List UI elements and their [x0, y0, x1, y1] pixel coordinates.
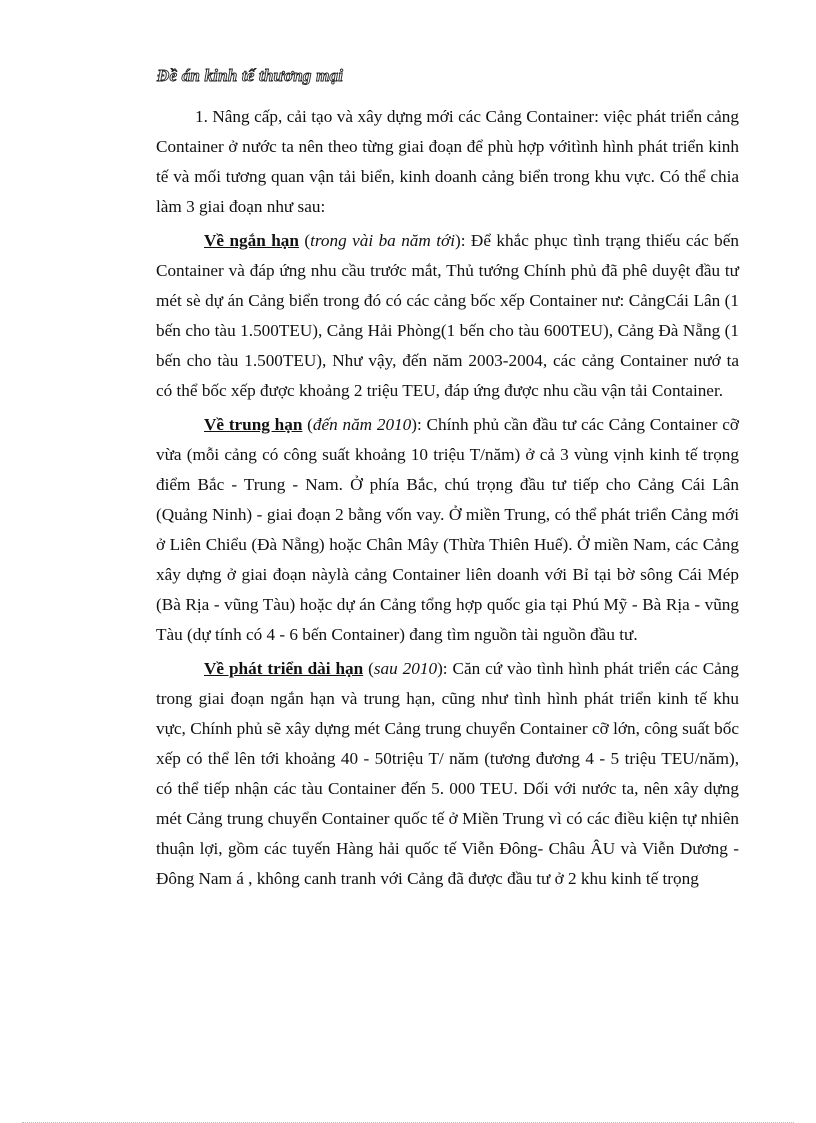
- intro-paragraph: 1. Nâng cấp, cải tạo và xây dựng mới các Cảng Container: việc phát triển cảng Container ở nước ta nên theo từng giai đoạn để phù hợp vớitình hình phát triển kinh tế và mối tương quan vận tải biển, kinh doanh cảng biển trong khu vực. Có thể chia làm 3 giai đoạn như sau:: [156, 107, 739, 216]
- section-note: đến năm 2010: [312, 415, 412, 434]
- section-note: sau 2010: [373, 659, 438, 678]
- section-text: Chính phủ cần đầu tư các Cảng Container cỡ vừa (mỗi cảng có công suất khoảng 10 triệu T/năm) ở cả 3 vùng vịnh kinh tế trọng điểm Bắc - Trung - Nam. Ở phía Bắc, chú trọng đầu tư tiếp cho Cảng Cái Lân (Quảng Ninh) - giai đoạn 2 bằng vốn vay. Ở miền Trung, có thể phát triển Cảng mới ở Liên Chiểu (Đà Nẵng) hoặc Chân Mây (Thừa Thiên Huế). Ở miền Nam, các Cảng xây dựng ở giai đoạn nàylà cảng Container liên doanh với Bỉ tại bờ sông Cái Mép (Bà Rịa - vũng Tàu) hoặc dự án Cảng tổng hợp quốc gia tại Phú Mỹ - Bà Rịa - vũng Tàu (dự tính có 4 - 6 bến Container) đang tìm nguồn tài nguồn đầu tư.: [156, 415, 739, 644]
- section-note: trong vài ba năm tới: [310, 231, 455, 250]
- section-short-term: Về ngắn hạn (trong vài ba năm tới): Để khắc phục tình trạng thiếu các bến Container và đáp ứng nhu cầu trước mắt, Thủ tướng Chính phủ đã phê duyệt đầu tư mét sè dự án Cảng biển trong đó có các cảng bốc xếp Container nư: CảngCái Lân (1 bến cho tàu 1.500TEU), Cảng Hải Phòng(1 bến cho tàu 600TEU), Cảng Đà Nẵng (1 bến cho tàu 1.500TEU), Như vậy, đến năm 2003-2004, các cảng Container nướ ta có thể bốc xếp được khoảng 2 triệu TEU, đáp ứng được nhu cầu vận tải Container.: [156, 231, 739, 400]
- document-body: [156, 102, 739, 898]
- section-term: Về ngắn hạn: [204, 231, 299, 250]
- section-text: Để khắc phục tình trạng thiếu các bến Container và đáp ứng nhu cầu trước mắt, Thủ tướng Chính phủ đã phê duyệt đầu tư mét sè dự án Cảng biển trong đó có các cảng bốc xếp Container nư: CảngCái Lân (1 bến cho tàu 1.500TEU), Cảng Hải Phòng(1 bến cho tàu 600TEU), Cảng Đà Nẵng (1 bến cho tàu 1.500TEU), Như vậy, đến năm 2003-2004, các cảng Container nướ ta có thể bốc xếp được khoảng 2 triệu TEU, đáp ứng được nhu cầu vận tải Container.: [156, 231, 739, 400]
- section-mid-term: Về trung hạn (đến năm 2010): Chính phủ cần đầu tư các Cảng Container cỡ vừa (mỗi cảng có công suất khoảng 10 triệu T/năm) ở cả 3 vùng vịnh kinh tế trọng điểm Bắc - Trung - Nam. Ở phía Bắc, chú trọng đầu tư tiếp cho Cảng Cái Lân (Quảng Ninh) - giai đoạn 2 bằng vốn vay. Ở miền Trung, có thể phát triển Cảng mới ở Liên Chiểu (Đà Nẵng) hoặc Chân Mây (Thừa Thiên Huế). Ở miền Nam, các Cảng xây dựng ở giai đoạn nàylà cảng Container liên doanh với Bỉ tại bờ sông Cái Mép (Bà Rịa - vũng Tàu) hoặc dự án Cảng tổng hợp quốc gia tại Phú Mỹ - Bà Rịa - vũng Tàu (dự tính có 4 - 6 bến Container) đang tìm nguồn tài nguồn đầu tư.: [156, 415, 739, 644]
- section-term: Về trung hạn: [204, 415, 303, 434]
- section-text: Căn cứ vào tình hình phát triển các Cảng trong giai đoạn ngắn hạn và trung hạn, cũng như tình hình phát triển kinh tế khu vực, Chính phủ sẽ xây dựng mét Cảng trung chuyển Container cỡ lớn, công suất bốc xếp có thể lên tới khoảng 40 - 50triệu T/ năm (tương đương 4 - 5 triệu TEU/năm), có thể tiếp nhận các tàu Container đến 5. 000 TEU. Dối với nước ta, nên xây dựng mét Cảng trung chuyển Container quốc tế ở Miền Trung vì có các điều kiện tự nhiên thuận lợi, gồm các tuyến Hàng hải quốc tế Viễn Đông- Châu ÂU và Viễn Dương - Đông Nam á , không canh tranh với Cảng đã được đầu tư ở 2 khu kinh tế trọng: [156, 659, 739, 888]
- section-long-term: Về phát triển dài hạn (sau 2010): Căn cứ vào tình hình phát triển các Cảng trong giai đoạn ngắn hạn và trung hạn, cũng như tình hình phát triển kinh tế khu vực, Chính phủ sẽ xây dựng mét Cảng trung chuyển Container cỡ lớn, công suất bốc xếp có thể lên tới khoảng 40 - 50triệu T/ năm (tương đương 4 - 5 triệu TEU/năm), có thể tiếp nhận các tàu Container đến 5. 000 TEU. Dối với nước ta, nên xây dựng mét Cảng trung chuyển Container quốc tế ở Miền Trung vì có các điều kiện tự nhiên thuận lợi, gồm các tuyến Hàng hải quốc tế Viễn Đông- Châu ÂU và Viễn Dương - Đông Nam á , không canh tranh với Cảng đã được đầu tư ở 2 khu kinh tế trọng: [156, 659, 739, 888]
- section-term: Về phát triển dài hạn: [204, 659, 364, 678]
- page-header: Đề án kinh tế thương mại: [157, 66, 344, 85]
